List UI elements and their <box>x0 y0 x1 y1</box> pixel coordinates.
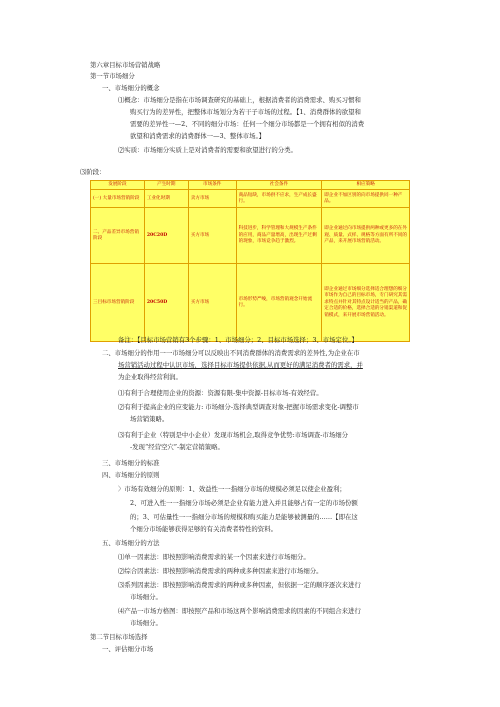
paragraph: ⑴有利于合理使用企业的资源：资源有限-集中资源-目标市场-有效经营。 <box>118 389 323 397</box>
section-title: 第二节目标市场选择 <box>90 633 148 641</box>
table-cell: 20C50D <box>144 264 188 342</box>
table-cell: 买方市场 <box>188 264 236 342</box>
table-cell: 市场形势严峻，市场营销观念开始流行。 <box>236 264 322 342</box>
table-cell: 科技进步，科学管理和大规模生产条件的应用，商品产量增高，出现生产过剩的现象，市场竞争趋于激烈。 <box>236 208 322 264</box>
paragraph-line: 〉市场有效细分的原则：1、效益性一一指细分市场的规模必须足以使企业盈利； <box>118 485 346 493</box>
paragraph-line: -发现“经营空穴”-制定营销策略。 <box>130 443 224 451</box>
paragraph: ⑵实质：市场细分实质上是对消费者的需要和欲望进行的分类。 <box>118 146 297 154</box>
heading: 四、市场细分的原则 <box>102 471 160 479</box>
paragraph-line: 场营销活动过程中认识市场，选择目标市场提供依据,从而更好的满足消费者的需求，并 <box>118 361 363 369</box>
table-cell: 二、产品差异市场营销阶段 <box>91 208 145 264</box>
header-cell: 相应策略 <box>322 181 410 190</box>
table-cell: 卖方市场 <box>188 190 236 208</box>
table-cell: 即企业通过向市场提供两种或更多的在外观、质量、式样、规格等方面有所不同的产品，来开展市场营销活动。 <box>322 208 410 264</box>
paragraph-line: 市场细分。 <box>130 593 162 601</box>
paragraph-line: 场营销策略。 <box>130 415 169 423</box>
paragraph-line: ⑵有利于提高企业的应变能力: 市场细分-选择典型调查对象-把握市场需求变化-调整市 <box>118 403 359 411</box>
heading: 五、市场细分的方法 <box>102 539 160 547</box>
table-cell: 商品短缺，市场供不应求，生产成长盛行。 <box>236 190 322 208</box>
paragraph-line: ⑶系列因素法：即按照影响消费需求的两种或多种因素，但依据一定的顺序逐次来进行 <box>118 581 361 589</box>
paragraph: ⑴单一因素法：即按照影响消费需求的某一个因素来进行市场细分。 <box>118 553 310 561</box>
table-header-row <box>91 181 410 190</box>
note: 备注：【目标市场营销有3个步骤：1、市场细分；2、目标市场选择；3、市场定位。】 <box>118 336 358 344</box>
paragraph-line: 购买行为的差异性，把整体市场划分为若干子市场的过程。【1、消费群体的欲望和 <box>130 108 361 116</box>
table-cell: 即企业通过市场细分选择适合理想的细分市场作为自己的目标市场，专门研究其需求特点并针对其特点设计适当的产品，确定合适的价格，选择合适的分销渠道和促销模式，来开展市场营销活动。 <box>322 264 410 342</box>
paragraph-line: 个细分市场能够获得足够的有关消费者特性的资料。 <box>130 525 277 533</box>
paragraph-line: ⑴概念：市场细分是指在市场调查研究的基础上，根据消费者的消费需求、购买习惯和 <box>118 96 361 104</box>
paragraph-line: 欲望和消费需求的消费群体一—3、整体市场。】 <box>130 132 266 140</box>
table-row <box>91 264 410 342</box>
paragraph-line: 的；3、可估量性一一指细分市场的规模和购买能力是能够被测量的……【即在这 <box>130 513 358 521</box>
paragraph-line: ⑶有利于企业（特别是中小企业）发现市场机会,取得竞争优势:市场调查-市场细分 <box>118 431 349 439</box>
heading: 一、评估细分市场 <box>102 645 154 653</box>
table-cell: 20C20D <box>144 208 188 264</box>
table-row <box>91 208 410 264</box>
paragraph-line: 2、可进入性一一指细分市场必须是企业有能力进入并且能够占有一定的市场份额 <box>130 499 358 507</box>
chapter-title: 第六章目标市场营销战略 <box>90 61 161 69</box>
table-cell: 工业化时期 <box>144 190 188 208</box>
stage-table <box>90 180 410 342</box>
paragraph-line: 市场细分。 <box>130 619 162 627</box>
header-cell: 发展阶段 <box>91 181 145 190</box>
heading: 二、市场细分的作用一一市场细分可以反映出不同消费群体的消费需求的差异性,为企业在市 <box>102 349 360 357</box>
header-cell: 社会条件 <box>236 181 322 190</box>
header-cell: 产生时期 <box>144 181 188 190</box>
table-cell: 三目标市场营销阶段 <box>91 264 145 342</box>
heading: 三、市场细分的标准 <box>102 459 160 467</box>
paragraph-line: 为企业取得经营利润。 <box>118 373 182 381</box>
paragraph-line: ⑷产品一市场方格图：即按照产品和市场这两个影响消费需求的因素的不同组合来进行 <box>118 607 361 615</box>
table-cell: 买方市场 <box>188 208 236 264</box>
table-row <box>91 190 410 208</box>
table-cell: (一) 大量市场营销阶段 <box>91 190 145 208</box>
paragraph: ⑵综合因素法：即按照影响消费需求的两种或多种因素来进行市场细分。 <box>118 567 323 575</box>
header-cell: 市场条件 <box>188 181 236 190</box>
table-cell: 即企业不加区别的向市场提供同一种产品。 <box>322 190 410 208</box>
section-title: 第一节市场细分 <box>90 72 135 80</box>
paragraph-line: 需要的差异性一—2、不同的细分市场：任何一个细分市场都是一个拥有相似的消费 <box>130 120 365 128</box>
stage-label: ⑶阶段： <box>80 168 106 176</box>
heading: 一、市场细分的概念 <box>102 84 160 92</box>
